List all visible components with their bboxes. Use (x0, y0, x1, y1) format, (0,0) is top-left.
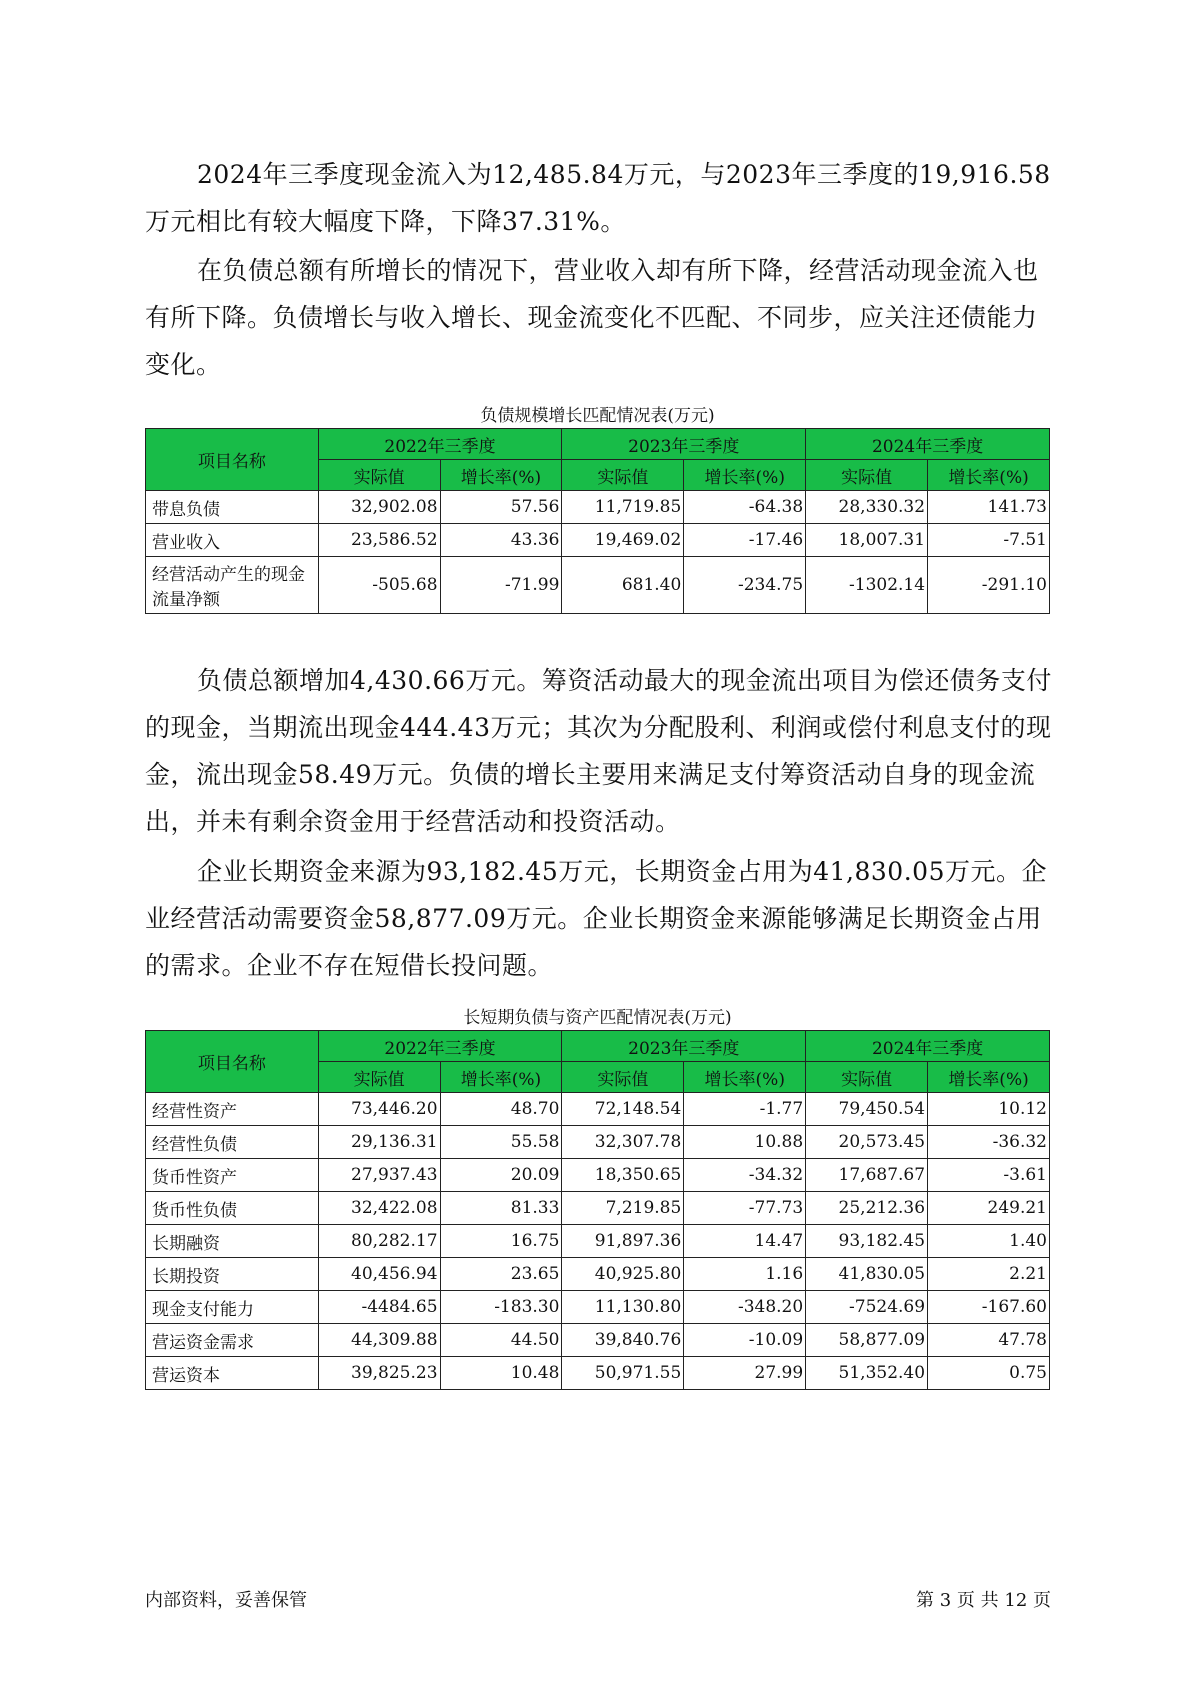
cell-actual-value: 50,971.55 (562, 1357, 684, 1390)
row-label: 经营性资产 (146, 1093, 319, 1126)
row-label: 长期融资 (146, 1225, 319, 1258)
header-period: 2024年三季度 (806, 1031, 1050, 1062)
cell-actual-value: 39,825.23 (318, 1357, 440, 1390)
cell-actual-value: 58,877.09 (806, 1324, 928, 1357)
row-label: 现金支付能力 (146, 1291, 319, 1324)
header-growth: 增长率(%) (928, 460, 1050, 491)
header-growth: 增长率(%) (684, 460, 806, 491)
cell-actual-value: -1302.14 (806, 557, 928, 614)
cell-growth-rate: 10.48 (440, 1357, 562, 1390)
cell-actual-value: 91,897.36 (562, 1225, 684, 1258)
cell-actual-value: 19,469.02 (562, 524, 684, 557)
header-actual: 实际值 (562, 460, 684, 491)
cell-growth-rate: 20.09 (440, 1159, 562, 1192)
cell-actual-value: 80,282.17 (318, 1225, 440, 1258)
cell-growth-rate: -348.20 (684, 1291, 806, 1324)
header-actual: 实际值 (806, 1062, 928, 1093)
cell-actual-value: -4484.65 (318, 1291, 440, 1324)
cell-actual-value: 17,687.67 (806, 1159, 928, 1192)
cell-growth-rate: -71.99 (440, 557, 562, 614)
cell-growth-rate: -291.10 (928, 557, 1050, 614)
cell-actual-value: 79,450.54 (806, 1093, 928, 1126)
cell-growth-rate: 43.36 (440, 524, 562, 557)
cell-actual-value: 29,136.31 (318, 1126, 440, 1159)
cell-growth-rate: 141.73 (928, 491, 1050, 524)
cell-actual-value: -505.68 (318, 557, 440, 614)
table1-caption: 负债规模增长匹配情况表(万元) (480, 406, 715, 426)
cell-growth-rate: -10.09 (684, 1324, 806, 1357)
table-row (146, 1291, 1050, 1324)
cell-growth-rate: 23.65 (440, 1258, 562, 1291)
header-actual: 实际值 (562, 1062, 684, 1093)
cell-actual-value: 27,937.43 (318, 1159, 440, 1192)
table-row (146, 491, 1050, 524)
cell-growth-rate: -64.38 (684, 491, 806, 524)
cell-actual-value: 93,182.45 (806, 1225, 928, 1258)
cell-growth-rate: -234.75 (684, 557, 806, 614)
header-growth: 增长率(%) (928, 1062, 1050, 1093)
header-period: 2023年三季度 (562, 1031, 806, 1062)
header-growth: 增长率(%) (684, 1062, 806, 1093)
cell-growth-rate: 48.70 (440, 1093, 562, 1126)
cell-growth-rate: 1.16 (684, 1258, 806, 1291)
table-row (146, 524, 1050, 557)
cell-actual-value: 32,902.08 (318, 491, 440, 524)
header-item-name: 项目名称 (146, 429, 319, 491)
cell-actual-value: 44,309.88 (318, 1324, 440, 1357)
header-actual: 实际值 (318, 460, 440, 491)
cell-actual-value: 23,586.52 (318, 524, 440, 557)
paragraph-cash-inflow: 2024年三季度现金流入为12,485.84万元，与2023年三季度的19,916.58万元相比有较大幅度下降，下降37.31%。 (145, 160, 1051, 236)
cell-actual-value: 32,422.08 (318, 1192, 440, 1225)
cell-growth-rate: 249.21 (928, 1192, 1050, 1225)
cell-growth-rate: -17.46 (684, 524, 806, 557)
table-row (146, 1225, 1050, 1258)
cell-growth-rate: -167.60 (928, 1291, 1050, 1324)
cell-growth-rate: 2.21 (928, 1258, 1050, 1291)
cell-growth-rate: -7.51 (928, 524, 1050, 557)
header-actual: 实际值 (806, 460, 928, 491)
cell-actual-value: 28,330.32 (806, 491, 928, 524)
header-item-name: 项目名称 (146, 1031, 319, 1093)
table-row (146, 1126, 1050, 1159)
row-label: 营业收入 (146, 524, 319, 557)
cell-actual-value: 18,007.31 (806, 524, 928, 557)
table-row (146, 1258, 1050, 1291)
table-row (146, 1159, 1050, 1192)
row-label: 货币性资产 (146, 1159, 319, 1192)
cell-actual-value: 39,840.76 (562, 1324, 684, 1357)
cell-actual-value: 72,148.54 (562, 1093, 684, 1126)
row-label: 经营活动产生的现金流量净额 (146, 557, 319, 614)
header-period: 2022年三季度 (318, 429, 562, 460)
cell-actual-value: 32,307.78 (562, 1126, 684, 1159)
cell-growth-rate: 55.58 (440, 1126, 562, 1159)
table-row (146, 1192, 1050, 1225)
row-label: 营运资金需求 (146, 1324, 319, 1357)
long-short-term-table (145, 1030, 1050, 1390)
cell-growth-rate: 81.33 (440, 1192, 562, 1225)
cell-growth-rate: 47.78 (928, 1324, 1050, 1357)
row-label: 经营性负债 (146, 1126, 319, 1159)
row-label: 营运资本 (146, 1357, 319, 1390)
cell-actual-value: 51,352.40 (806, 1357, 928, 1390)
cell-actual-value: 7,219.85 (562, 1192, 684, 1225)
header-growth: 增长率(%) (440, 1062, 562, 1093)
cell-growth-rate: 16.75 (440, 1225, 562, 1258)
header-period: 2024年三季度 (806, 429, 1050, 460)
debt-scale-table (145, 428, 1050, 614)
cell-growth-rate: 0.75 (928, 1357, 1050, 1390)
cell-growth-rate: -1.77 (684, 1093, 806, 1126)
cell-actual-value: 11,130.80 (562, 1291, 684, 1324)
table2-caption: 长短期负债与资产匹配情况表(万元) (463, 1008, 732, 1028)
cell-actual-value: 40,925.80 (562, 1258, 684, 1291)
table-row (146, 1093, 1050, 1126)
row-label: 货币性负债 (146, 1192, 319, 1225)
row-label: 长期投资 (146, 1258, 319, 1291)
cell-growth-rate: -183.30 (440, 1291, 562, 1324)
cell-actual-value: -7524.69 (806, 1291, 928, 1324)
paragraph-long-term-funds: 企业长期资金来源为93,182.45万元，长期资金占用为41,830.05万元。企业经营活动需要资金58,877.09万元。企业长期资金来源能够满足长期资金占用的需求。企业不存在短借长投问题。 (145, 857, 1047, 980)
cell-actual-value: 25,212.36 (806, 1192, 928, 1225)
cell-growth-rate: -3.61 (928, 1159, 1050, 1192)
cell-actual-value: 20,573.45 (806, 1126, 928, 1159)
row-label: 带息负债 (146, 491, 319, 524)
cell-growth-rate: 44.50 (440, 1324, 562, 1357)
header-actual: 实际值 (318, 1062, 440, 1093)
footer-confidential: 内部资料，妥善保管 (145, 1590, 307, 1611)
cell-actual-value: 41,830.05 (806, 1258, 928, 1291)
paragraph-debt-increase: 负债总额增加4,430.66万元。筹资活动最大的现金流出项目为偿还债务支付的现金，当期流出现金444.43万元；其次为分配股利、利润或偿付利息支付的现金，流出现金58.49万元。负债的增长主要用来满足支付筹资活动自身的现金流出，并未有剩余资金用于经营活动和投资活动。 (145, 666, 1052, 836)
cell-actual-value: 681.40 (562, 557, 684, 614)
cell-growth-rate: 27.99 (684, 1357, 806, 1390)
cell-growth-rate: -36.32 (928, 1126, 1050, 1159)
paragraph-debt-growth: 在负债总额有所增长的情况下，营业收入却有所下降，经营活动现金流入也有所下降。负债增长与收入增长、现金流变化不匹配、不同步，应关注还债能力变化。 (145, 256, 1039, 379)
cell-actual-value: 40,456.94 (318, 1258, 440, 1291)
footer-page-number: 第 3 页 共 12 页 (916, 1590, 1051, 1611)
cell-actual-value: 18,350.65 (562, 1159, 684, 1192)
cell-growth-rate: 57.56 (440, 491, 562, 524)
cell-growth-rate: 10.12 (928, 1093, 1050, 1126)
table-row (146, 557, 1050, 614)
header-period: 2022年三季度 (318, 1031, 562, 1062)
cell-growth-rate: 1.40 (928, 1225, 1050, 1258)
cell-growth-rate: -77.73 (684, 1192, 806, 1225)
cell-actual-value: 73,446.20 (318, 1093, 440, 1126)
cell-growth-rate: 10.88 (684, 1126, 806, 1159)
header-period: 2023年三季度 (562, 429, 806, 460)
cell-actual-value: 11,719.85 (562, 491, 684, 524)
cell-growth-rate: 14.47 (684, 1225, 806, 1258)
header-growth: 增长率(%) (440, 460, 562, 491)
cell-growth-rate: -34.32 (684, 1159, 806, 1192)
table-row (146, 1357, 1050, 1390)
table-row (146, 1324, 1050, 1357)
